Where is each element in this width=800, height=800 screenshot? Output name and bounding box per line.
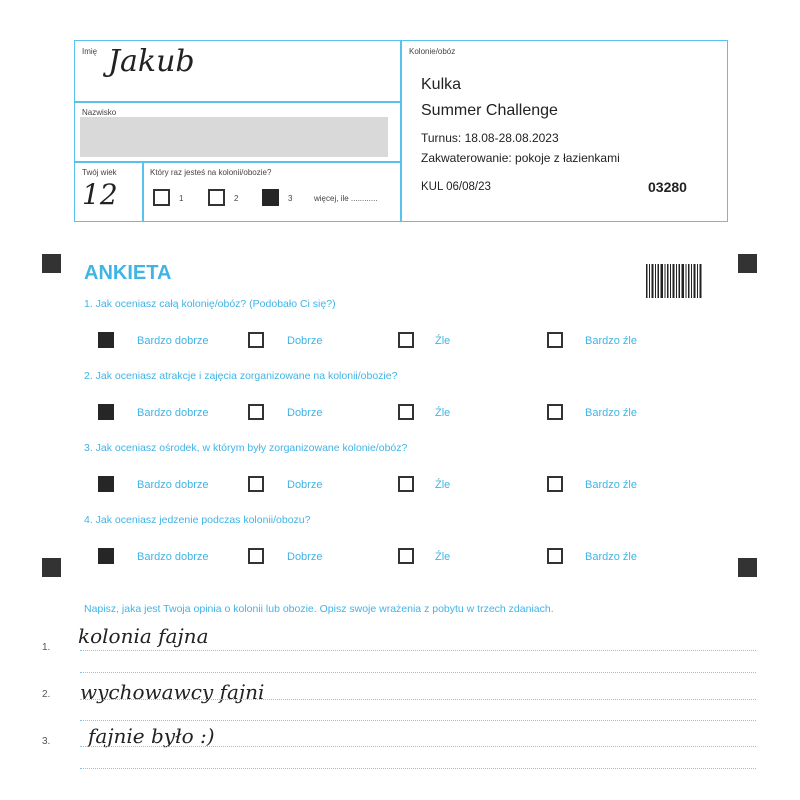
form-number: 03280	[648, 179, 687, 195]
times-option-3: 3	[288, 194, 293, 203]
opinion-line-3b	[80, 768, 756, 769]
q1-label-bardzo-zle: Bardzo źle	[585, 335, 637, 347]
survey-title: ANKIETA	[84, 262, 172, 284]
q3-label-bardzo-dobrze: Bardzo dobrze	[137, 479, 209, 491]
q2-label-zle: Źle	[435, 407, 451, 419]
q4-checkbox-bardzo-dobrze[interactable]	[98, 548, 114, 564]
q4-checkbox-zle[interactable]	[398, 548, 414, 564]
q4-label-zle: Źle	[435, 551, 451, 563]
age-label: Twój wiek	[82, 168, 117, 177]
opinion-line-number-1: 1.	[42, 642, 51, 653]
opinion-line-2b	[80, 720, 756, 721]
header-divider-vertical	[400, 41, 402, 221]
first-name-value[interactable]: Jakub	[108, 44, 195, 79]
q1-checkbox-bardzo-dobrze[interactable]	[98, 332, 114, 348]
question-1-text: 1. Jak oceniasz całą kolonię/obóz? (Podobało Ci się?)	[84, 298, 336, 310]
times-option-2: 2	[234, 194, 239, 203]
q4-checkbox-bardzo-zle[interactable]	[547, 548, 563, 564]
registration-marker-bottom-left	[42, 558, 61, 577]
q3-checkbox-bardzo-dobrze[interactable]	[98, 476, 114, 492]
q2-checkbox-dobrze[interactable]	[248, 404, 264, 420]
q2-label-dobrze: Dobrze	[287, 407, 323, 419]
q4-label-dobrze: Dobrze	[287, 551, 323, 563]
q1-checkbox-bardzo-zle[interactable]	[547, 332, 563, 348]
registration-marker-top-right	[738, 254, 757, 273]
opinion-answer-1[interactable]: kolonia fajna	[78, 624, 209, 648]
header-divider-1	[75, 101, 401, 103]
question-2-text: 2. Jak oceniasz atrakcje i zajęcia zorganizowane na kolonii/obozie?	[84, 370, 398, 382]
q4-label-bardzo-dobrze: Bardzo dobrze	[137, 551, 209, 563]
q2-label-bardzo-dobrze: Bardzo dobrze	[137, 407, 209, 419]
first-name-label: Imię	[82, 47, 98, 56]
times-checkbox-1[interactable]	[153, 189, 170, 206]
registration-marker-bottom-right	[738, 558, 757, 577]
times-option-more: więcej, ile ............	[314, 194, 378, 203]
opinion-line-number-2: 2.	[42, 689, 51, 700]
opinion-prompt: Napisz, jaka jest Twoja opinia o kolonii lub obozie. Opisz swoje wrażenia z pobytu w trzech zdaniach.	[84, 603, 554, 615]
q3-label-dobrze: Dobrze	[287, 479, 323, 491]
age-value[interactable]: 12	[82, 178, 118, 211]
q4-label-bardzo-zle: Bardzo źle	[585, 551, 637, 563]
opinion-line-2a	[80, 699, 756, 700]
q1-checkbox-dobrze[interactable]	[248, 332, 264, 348]
q1-label-dobrze: Dobrze	[287, 335, 323, 347]
turnus-text: Turnus: 18.08-28.08.2023	[421, 131, 559, 145]
q1-label-bardzo-dobrze: Bardzo dobrze	[137, 335, 209, 347]
q4-checkbox-dobrze[interactable]	[248, 548, 264, 564]
q1-label-zle: Źle	[435, 335, 451, 347]
surname-label: Nazwisko	[82, 108, 117, 117]
q2-label-bardzo-zle: Bardzo źle	[585, 407, 637, 419]
barcode	[646, 264, 702, 298]
q2-checkbox-bardzo-zle[interactable]	[547, 404, 563, 420]
registration-marker-top-left	[42, 254, 61, 273]
camp-label: Kolonie/obóz	[409, 47, 456, 56]
question-3-text: 3. Jak oceniasz ośrodek, w którym były zorganizowane kolonie/obóz?	[84, 442, 408, 454]
times-label: Który raz jesteś na kolonii/obozie?	[150, 168, 272, 177]
q3-label-zle: Źle	[435, 479, 451, 491]
header-divider-3	[142, 162, 144, 221]
opinion-line-3a	[80, 746, 756, 747]
opinion-line-1a	[80, 650, 756, 651]
header-divider-2	[75, 161, 401, 163]
opinion-line-number-3: 3.	[42, 736, 51, 747]
opinion-answer-2[interactable]: wychowawcy fajni	[80, 680, 265, 704]
surname-redaction	[80, 117, 388, 157]
question-4-text: 4. Jak oceniasz jedzenie podczas kolonii/obozu?	[84, 514, 311, 526]
q3-checkbox-bardzo-zle[interactable]	[547, 476, 563, 492]
camp-program: Summer Challenge	[421, 102, 558, 119]
q2-checkbox-zle[interactable]	[398, 404, 414, 420]
camp-code: KUL 06/08/23	[421, 181, 491, 193]
q3-checkbox-zle[interactable]	[398, 476, 414, 492]
accommodation-text: Zakwaterowanie: pokoje z łazienkami	[421, 151, 620, 165]
q2-checkbox-bardzo-dobrze[interactable]	[98, 404, 114, 420]
camp-name: Kulka	[421, 76, 462, 93]
times-checkbox-2[interactable]	[208, 189, 225, 206]
opinion-answer-3[interactable]: fajnie było :)	[88, 724, 215, 748]
times-checkbox-3[interactable]	[262, 189, 279, 206]
q3-label-bardzo-zle: Bardzo źle	[585, 479, 637, 491]
times-option-1: 1	[179, 194, 184, 203]
opinion-line-1b	[80, 672, 756, 673]
q1-checkbox-zle[interactable]	[398, 332, 414, 348]
q3-checkbox-dobrze[interactable]	[248, 476, 264, 492]
